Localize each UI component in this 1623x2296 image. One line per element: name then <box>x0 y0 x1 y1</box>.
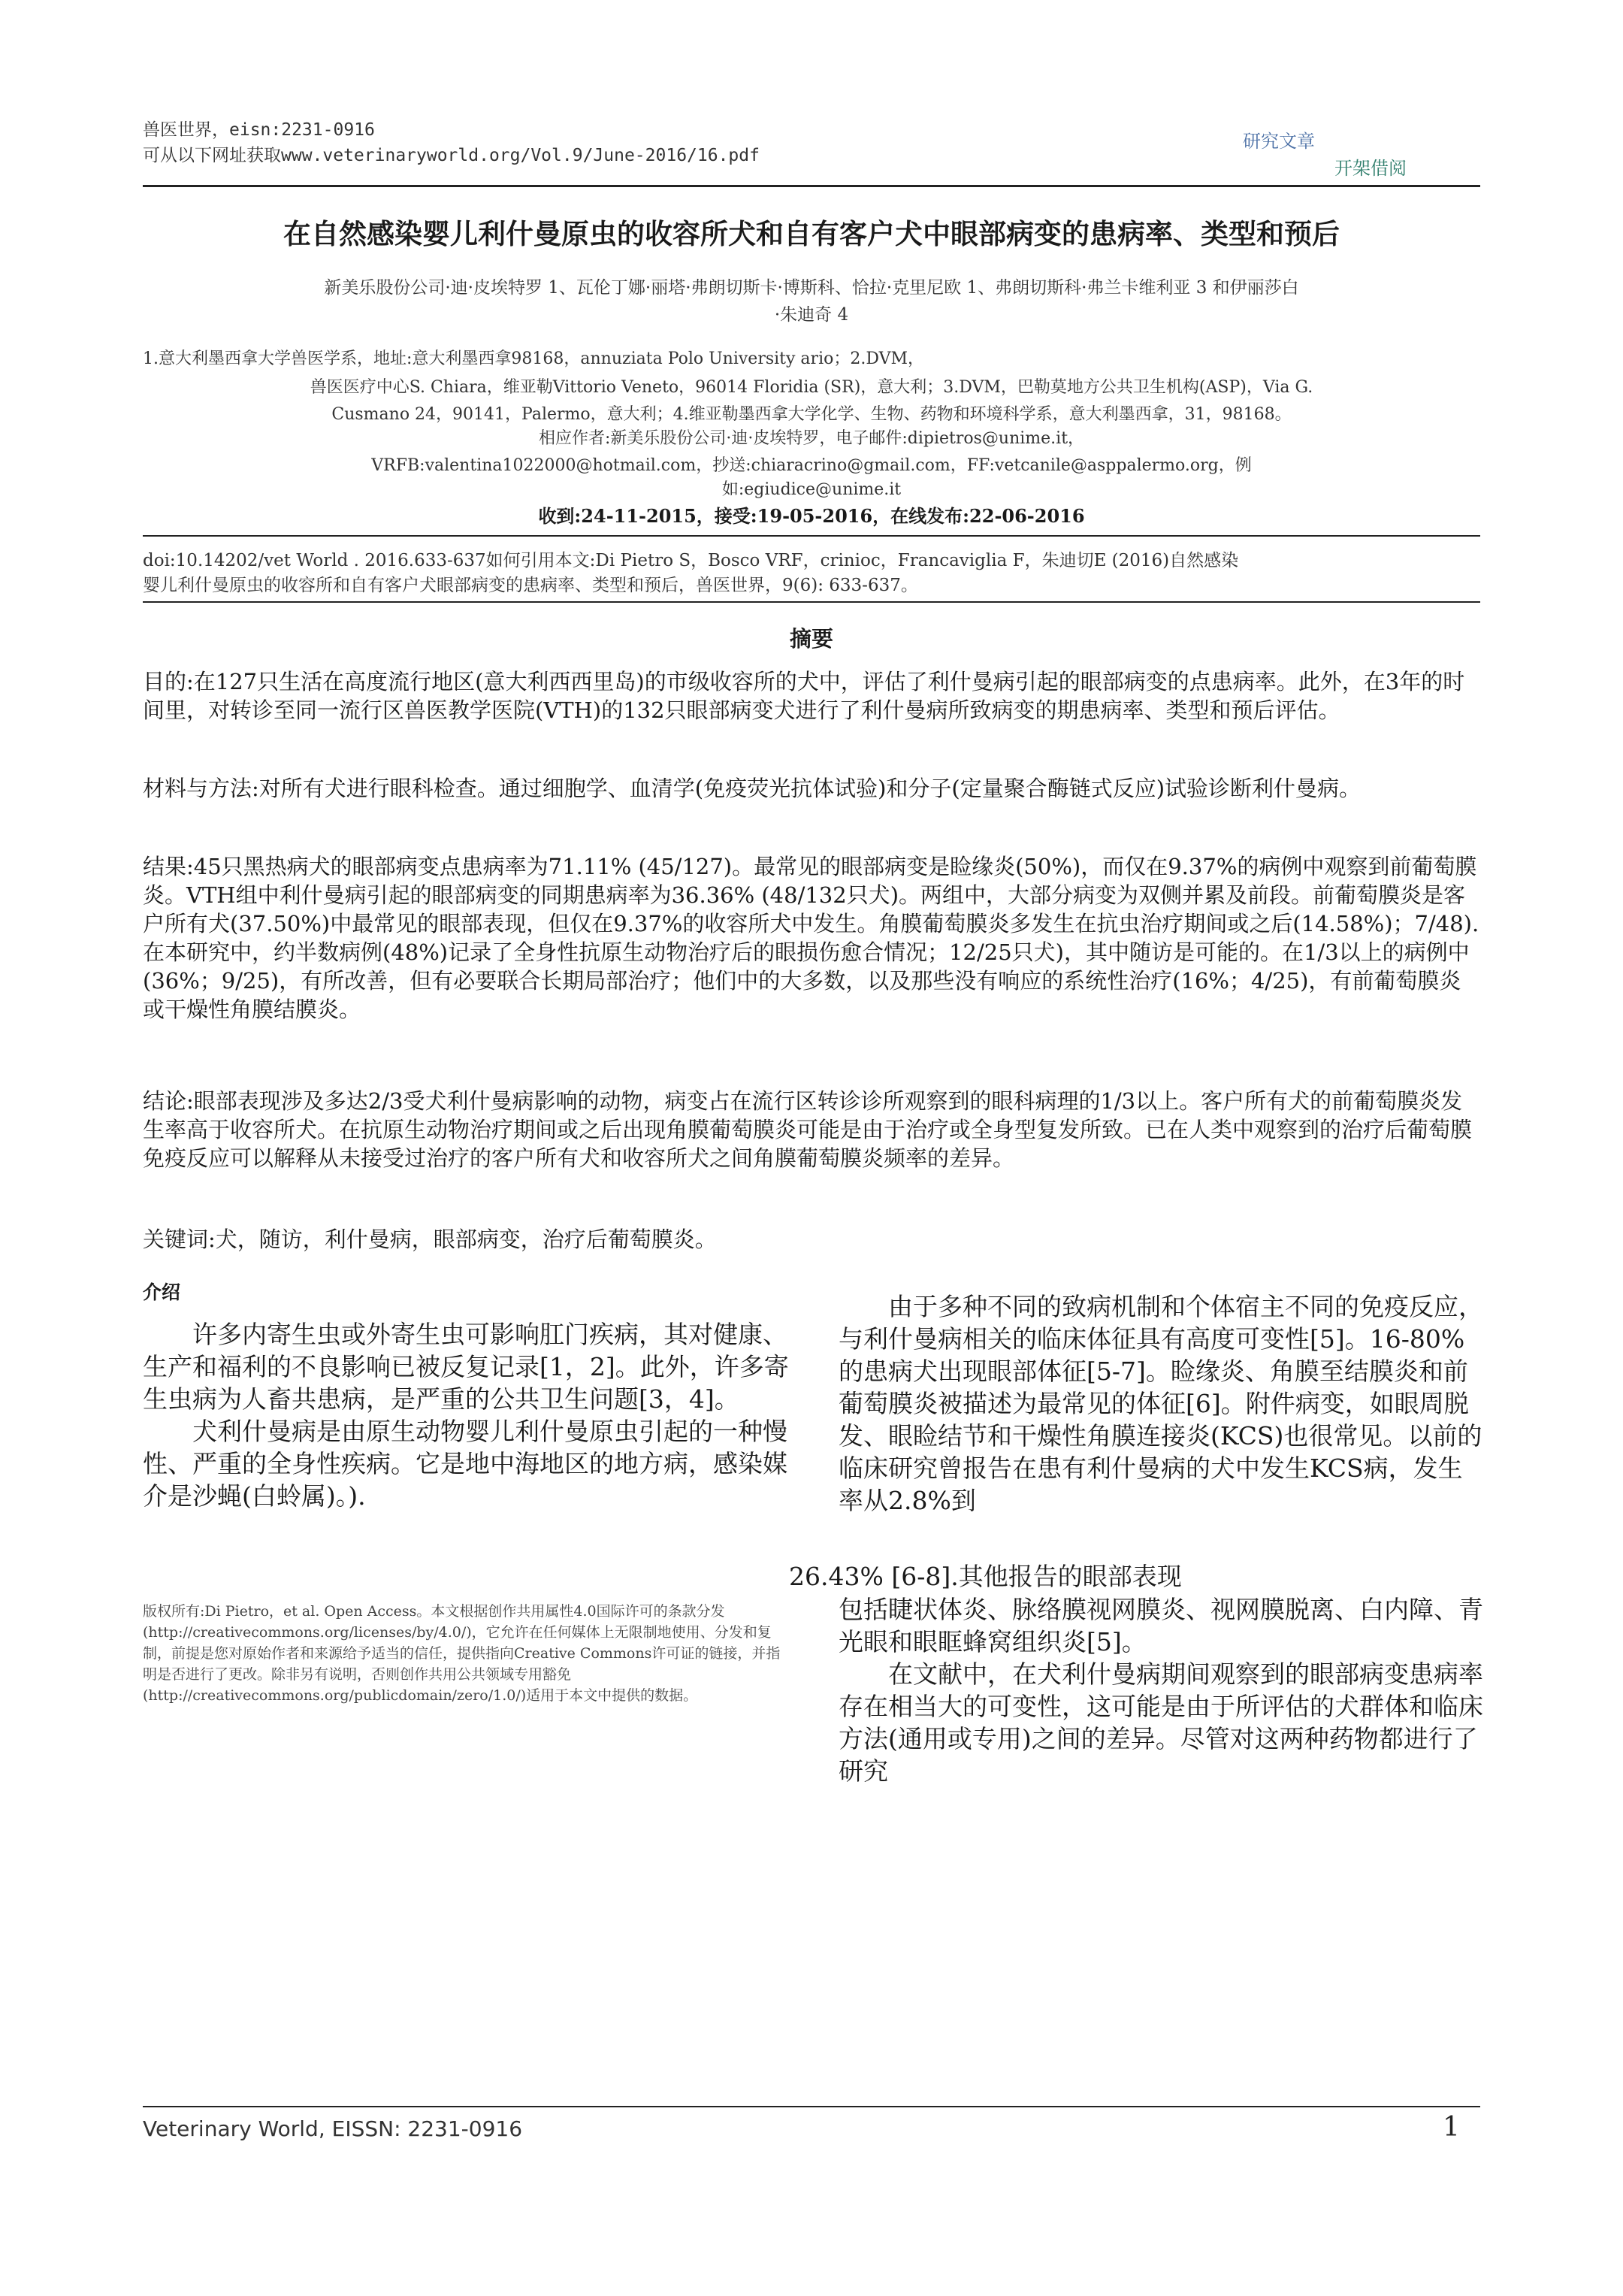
page-number: 1 <box>1443 2112 1460 2143</box>
journal-issn-line: 兽医世界，eisn:2231-0916 <box>143 120 375 140</box>
citation-block <box>143 549 1480 598</box>
citation-rule <box>143 601 1480 603</box>
intro-right-column-cont <box>839 1593 1485 1787</box>
author-list <box>143 274 1480 328</box>
intro-right-paragraph-2: 在文献中，在犬利什曼病期间观察到的眼部病变患病率存在相当大的可变性，这可能是由于所评估的犬群体和临床方法(通用或专用)之间的差异。尽管对这两种药物都进行了研究 <box>839 1659 1483 1786</box>
header-rule <box>143 185 1480 187</box>
dates-rule <box>143 535 1480 537</box>
affiliation-line-1: 1.意大利墨西拿大学兽医学系，地址:意大利墨西拿98168，annuziata Polo University ario；2.DVM， <box>143 349 925 368</box>
intro-heading: 介绍 <box>143 1281 181 1303</box>
intro-left-column <box>143 1318 789 1512</box>
article-url-line: 可从以下网址获取www.veterinaryworld.org/Vol.9/June-2016/16.pdf <box>143 146 760 165</box>
citation-line-1: doi:10.14202/vet World . 2016.633-637如何引用本文:Di Pietro S，Bosco VRF，crinioc，Francaviglia F，朱迪切E (2016)自然感染 <box>143 551 1239 570</box>
author-line-1: 新美乐股份公司·迪·皮埃特罗 1、瓦伦丁娜·丽塔·弗朗切斯卡·博斯科、恰拉·克里尼欧 1、弗朗切斯科·弗兰卡维利亚 3 和伊丽莎白 <box>324 278 1299 298</box>
affiliation-line-2: 兽医医疗中心S. Chiara，维亚勒Vittorio Veneto，96014 Floridia (SR)，意大利；3.DVM，巴勒莫地方公共卫生机构(ASP)，Via G. <box>310 378 1313 397</box>
corresponding-author: 相应作者:新美乐股份公司·迪·皮埃特罗，电子邮件:dipietros@unime.it， <box>538 429 1085 448</box>
article-title: 在自然感染婴儿利什曼原虫的收容所犬和自有客户犬中眼部病变的患病率、类型和预后 <box>283 217 1340 250</box>
affiliation-line-3: Cusmano 24，90141，Palermo，意大利；4.维亚勒墨西拿大学化学、生物、药物和环境科学系，意大利墨西拿，31，98168。 <box>331 405 1292 424</box>
intro-right-column <box>839 1290 1485 1517</box>
abstract-objective: 目的:在127只生活在高度流行地区(意大利西西里岛)的市级收容所的犬中，评估了利什曼病引起的眼部病变的点患病率。此外，在3年的时间里，对转诊至同一流行区兽医教学医院(VTH)的132只眼部病变犬进行了利什曼病所致病变的期患病率、类型和预后评估。 <box>143 669 1465 723</box>
abstract-results: 结果:45只黑热病犬的眼部病变点患病率为71.11% (45/127)。最常见的眼部病变是睑缘炎(50%)，而仅在9.37%的病例中观察到前葡萄膜炎。VTH组中利什曼病引起的眼部病变的同期患病率为36.36% (48/132只犬)。两组中，大部分病变为双侧并累及前段。前葡萄膜炎是客户所有犬(37.50%)中最常见的眼部表现，但仅在9.37%的收容所犬中发生。角膜葡萄膜炎多发生在抗虫治疗期间或之后(14.58%)；7/48).在本研究中，约半数病例(48%)记录了全身性抗原生动物治疗后的眼损伤愈合情况；12/25只犬)，其中随访是可能的。在1/3以上的病例中(36%；9/25)，有所改善，但有必要联合长期局部治疗；他们中的大多数，以及那些没有响应的系统性治疗(16%；4/25)，有前葡萄膜炎或干燥性角膜结膜炎。 <box>143 854 1479 1022</box>
intro-left-paragraph-1: 许多内寄生虫或外寄生虫可影响肛门疾病，其对健康、生产和福利的不良影响已被反复记录[1，2]。此外，许多寄生虫病为人畜共患病，是严重的公共卫生问题[3，4]。 <box>143 1320 789 1414</box>
abstract-methods: 材料与方法:对所有犬进行眼科检查。通过细胞学、血清学(免疫荧光抗体试验)和分子(定量聚合酶链式反应)试验诊断利什曼病。 <box>143 776 1362 801</box>
copyright-notice: 版权所有:Di Pietro，et al. Open Access。本文根据创作共用属性4.0国际许可的条款分发(http://creativecommons.org/licenses/by/4.0/)，它允许在任何媒体上无限制地使用、分发和复制，前提是您对原始作者和来源给予适当的信任，提供指向Creative Commons许可证的链接，并指明是否进行了更改。除非另有说明，否则创作共用公共领域专用豁免(http://creativecommons.org/publicdomain/zero/1.0/)适用于本文中提供的数据。 <box>143 1603 781 1704</box>
intro-left-paragraph-2: 犬利什曼病是由原生动物婴儿利什曼原虫引起的一种慢性、严重的全身性疾病。它是地中海地区的地方病，感染媒介是沙蝇(白蛉属)。). <box>143 1417 787 1511</box>
intro-right-paragraph-1: 由于多种不同的致病机制和个体宿主不同的免疫反应，与利什曼病相关的临床体征具有高度可变性[5]。16-80%的患病犬出现眼部体征[5-7]。睑缘炎、角膜至结膜炎和前葡萄膜炎被描述为最常见的体征[6]。附件病变，如眼周脱发、眼睑结节和干燥性角膜连接炎(KCS)也很常见。以前的临床研究曾报告在患有利什曼病的犬中发生KCS病，发生率从2.8%到 <box>839 1292 1483 1515</box>
intro-right-paragraph-1-break: 26.43% [6-8].其他报告的眼部表现 <box>789 1562 1182 1591</box>
author-line-2: ·朱迪奇 4 <box>774 305 849 325</box>
open-access-tag: 开架借阅 <box>1334 158 1407 179</box>
abstract-conclusion: 结论:眼部表现涉及多达2/3受犬利什曼病影响的动物，病变占在流行区转诊诊所观察到的眼科病理的1/3以上。客户所有犬的前葡萄膜炎发生率高于收容所犬。在抗原生动物治疗期间或之后出现角膜葡萄膜炎可能是由于治疗或全身型复发所致。已在人类中观察到的治疗后葡萄膜免疫反应可以解释从未接受过治疗的客户所有犬和收容所犬之间角膜葡萄膜炎频率的差异。 <box>143 1088 1473 1171</box>
citation-line-2: 婴儿利什曼原虫的收容所和自有客户犬眼部病变的患病率、类型和预后，兽医世界，9(6): 633-637。 <box>143 576 918 595</box>
abstract-keywords: 关键词:犬，随访，利什曼病，眼部病变，治疗后葡萄膜炎。 <box>143 1227 717 1252</box>
footer-journal: Veterinary World, EISSN: 2231-0916 <box>143 2116 523 2141</box>
author-emails: VRFB:valentina1022000@hotmail.com，抄送:chiaracrino@gmail.com，FF:vetcanile@asppalermo.org，例 <box>371 456 1252 475</box>
research-article-tag: 研究文章 <box>1243 131 1315 152</box>
footer-rule <box>143 2106 1480 2107</box>
abstract-heading: 摘要 <box>789 626 833 652</box>
publication-dates: 收到:24-11-2015，接受:19-05-2016，在线发布:22-06-2016 <box>538 505 1085 527</box>
author-emails-cont: 如:egiudice@unime.it <box>721 480 902 499</box>
intro-right-paragraph-1-cont: 包括睫状体炎、脉络膜视网膜炎、视网膜脱离、白内障、青光眼和眼眶蜂窝组织炎[5]。 <box>839 1595 1483 1656</box>
